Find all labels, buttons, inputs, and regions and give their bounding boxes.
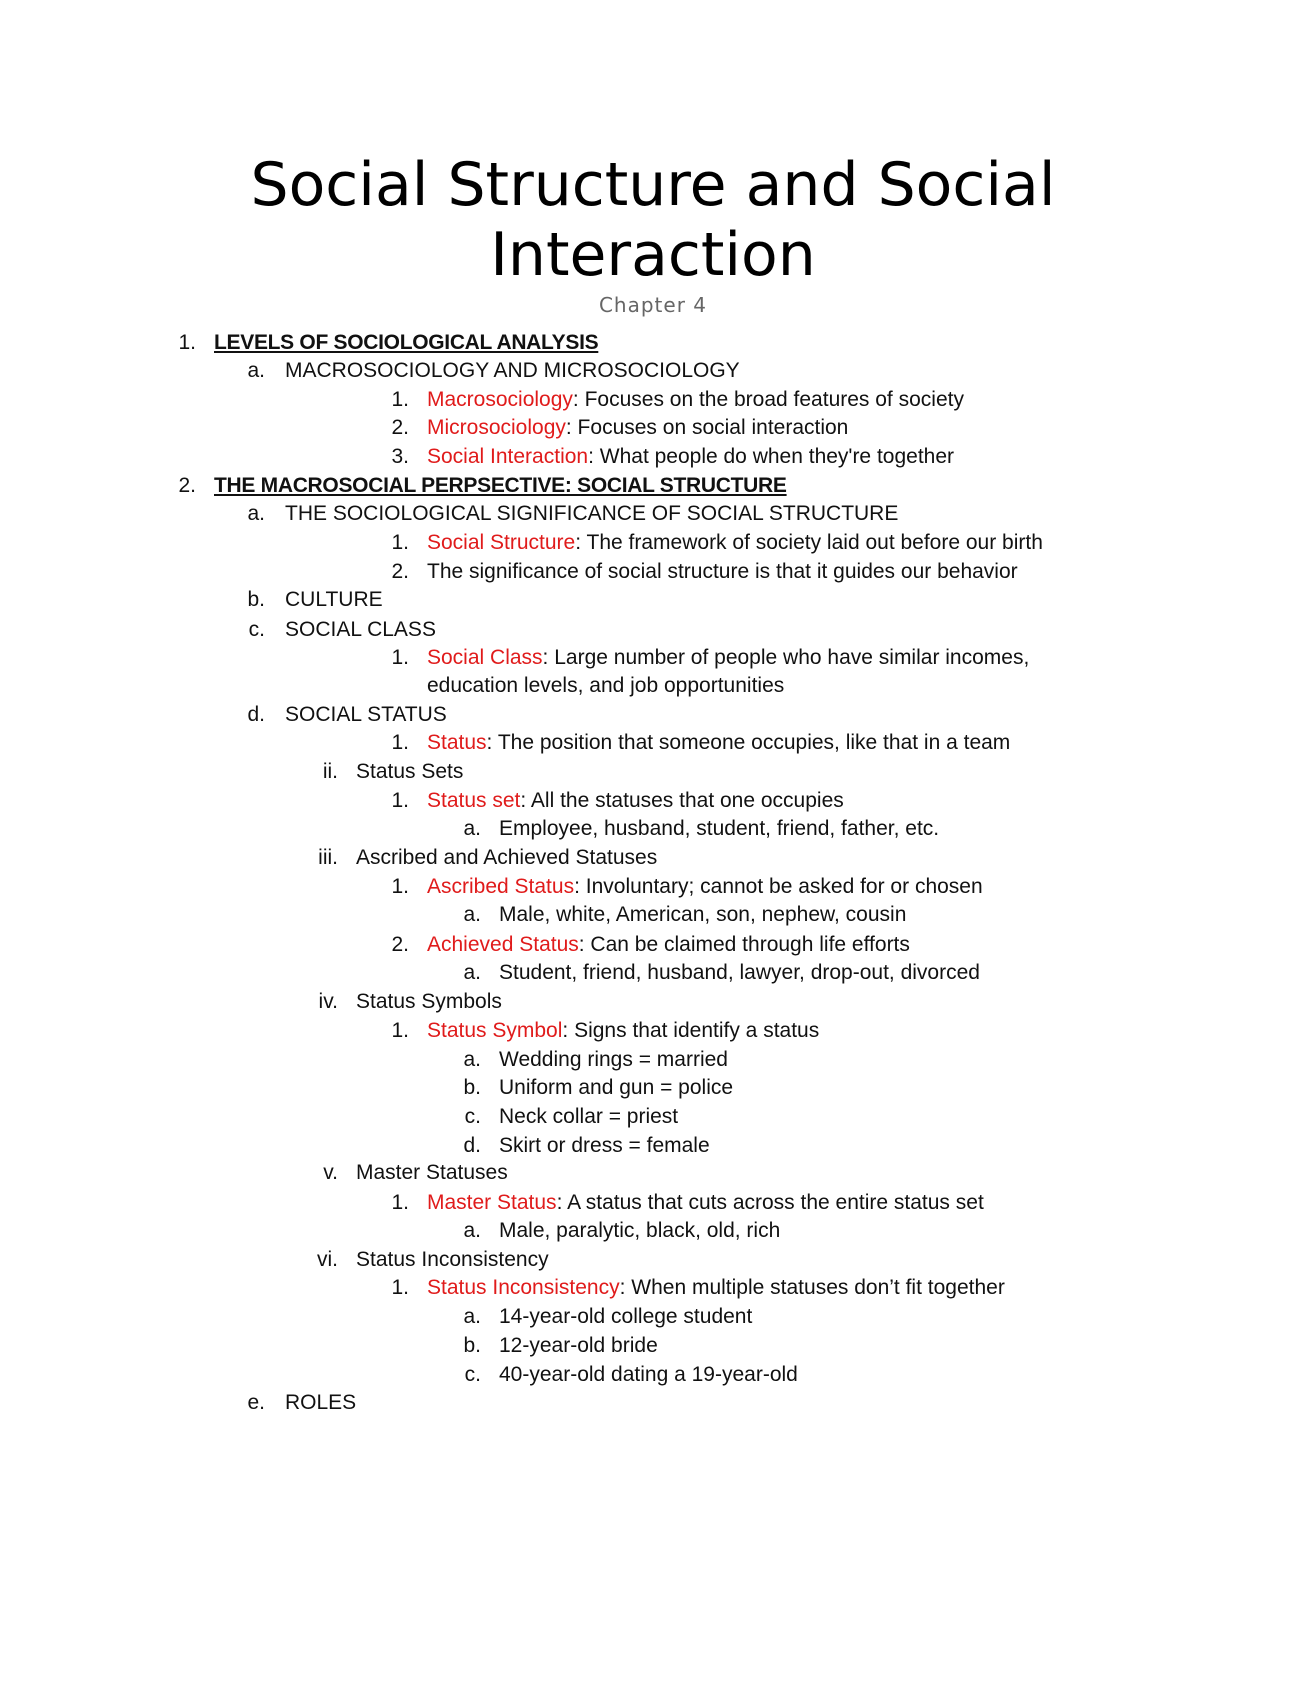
list-marker: 1. xyxy=(391,1191,409,1214)
outline-text xyxy=(214,473,787,499)
key-term: Social Structure xyxy=(427,531,576,554)
outline-text xyxy=(356,845,657,871)
definition-text: : Focuses on the broad features of society xyxy=(572,388,964,411)
outline-text xyxy=(356,1247,549,1273)
outline-text xyxy=(427,673,784,699)
list-marker: b. xyxy=(463,1334,481,1357)
definition-text: : When multiple statuses don’t fit together xyxy=(619,1276,1005,1299)
outline-text xyxy=(499,1047,728,1073)
list-marker: c. xyxy=(248,618,265,641)
definition-text: 40-year-old dating a 19-year-old xyxy=(499,1363,798,1386)
key-term: Status Inconsistency xyxy=(427,1276,620,1299)
list-marker: c. xyxy=(464,1363,481,1386)
key-term: Ascribed Status xyxy=(427,875,575,898)
outline-text xyxy=(356,1160,508,1186)
list-marker: a. xyxy=(463,1305,481,1328)
key-term: Macrosociology xyxy=(427,388,573,411)
list-marker: a. xyxy=(463,961,481,984)
list-marker: 1. xyxy=(391,789,409,812)
definition-text: MACROSOCIOLOGY AND MICROSOCIOLOGY xyxy=(285,359,740,382)
key-term: Status xyxy=(427,731,487,754)
definition-text: SOCIAL STATUS xyxy=(285,703,447,726)
outline-text xyxy=(499,1304,752,1330)
list-marker: a. xyxy=(463,903,481,926)
key-term: Social Class xyxy=(427,646,543,669)
definition-text: 12-year-old bride xyxy=(499,1334,658,1357)
list-marker: a. xyxy=(247,502,265,525)
list-marker: 1. xyxy=(391,875,409,898)
list-marker: d. xyxy=(463,1134,481,1157)
list-marker: d. xyxy=(247,703,265,726)
outline-text xyxy=(285,617,436,643)
list-marker: b. xyxy=(247,588,265,611)
definition-text: Student, friend, husband, lawyer, drop-out, divorced xyxy=(499,961,980,984)
definition-text: LEVELS OF SOCIOLOGICAL ANALYSIS xyxy=(214,331,599,354)
definition-text: Status Sets xyxy=(356,760,464,783)
definition-text: : Focuses on social interaction xyxy=(565,416,849,439)
list-marker: a. xyxy=(463,1219,481,1242)
list-marker: v. xyxy=(323,1161,338,1184)
list-marker: vi. xyxy=(317,1248,338,1271)
list-marker: a. xyxy=(247,359,265,382)
definition-text: ROLES xyxy=(285,1391,357,1414)
definition-text: 14-year-old college student xyxy=(499,1305,753,1328)
key-term: Achieved Status xyxy=(427,933,579,956)
definition-text: Status Symbols xyxy=(356,990,502,1013)
definition-text: Skirt or dress = female xyxy=(499,1134,710,1157)
outline-text xyxy=(427,559,1018,585)
title-line-2: Interaction xyxy=(490,220,816,290)
list-marker: iv. xyxy=(318,990,338,1013)
definition-text: Employee, husband, student, friend, father, etc. xyxy=(499,817,940,840)
list-marker: 1. xyxy=(391,1019,409,1042)
list-marker: 1. xyxy=(391,388,409,411)
outline-text xyxy=(499,1104,678,1130)
outline-text xyxy=(427,730,1010,756)
outline-text xyxy=(499,960,980,986)
list-marker: 2. xyxy=(391,416,409,439)
outline-text xyxy=(214,330,598,356)
definition-text: : All the statuses that one occupies xyxy=(520,789,844,812)
outline-text xyxy=(427,645,1029,671)
list-marker: 1. xyxy=(391,731,409,754)
list-marker: 1. xyxy=(391,531,409,554)
key-term: Master Status xyxy=(427,1191,557,1214)
list-marker: ii. xyxy=(322,760,338,783)
list-marker: iii. xyxy=(318,846,338,869)
definition-text: Male, white, American, son, nephew, cousin xyxy=(499,903,907,926)
outline-text xyxy=(499,816,939,842)
outline-text xyxy=(285,702,447,728)
definition-text: : Large number of people who have similar incomes, xyxy=(542,646,1030,669)
outline-text xyxy=(427,415,848,441)
outline-text xyxy=(285,587,383,613)
outline-text xyxy=(427,1275,1005,1301)
key-term: Social Interaction xyxy=(427,445,589,468)
definition-text: : Involuntary; cannot be asked for or chosen xyxy=(574,875,983,898)
list-marker: 1. xyxy=(178,331,196,354)
outline-text xyxy=(427,387,964,413)
definition-text: Master Statuses xyxy=(356,1161,508,1184)
document-subtitle: Chapter 4 xyxy=(598,293,708,317)
document-title xyxy=(0,150,1306,290)
list-marker: a. xyxy=(463,817,481,840)
definition-text: Neck collar = priest xyxy=(499,1105,679,1128)
list-marker: c. xyxy=(464,1105,481,1128)
key-term: Status Symbol xyxy=(427,1019,563,1042)
outline-text xyxy=(427,788,844,814)
list-marker: 1. xyxy=(391,646,409,669)
definition-text: Male, paralytic, black, old, rich xyxy=(499,1219,781,1242)
outline-text xyxy=(285,1390,356,1416)
outline-text xyxy=(499,1333,658,1359)
list-marker: 2. xyxy=(178,474,196,497)
outline-text xyxy=(427,1018,819,1044)
outline-text xyxy=(356,759,463,785)
list-marker: e. xyxy=(247,1391,265,1414)
title-line-1: Social Structure and Social xyxy=(250,150,1056,220)
definition-text: : A status that cuts across the entire status set xyxy=(556,1191,984,1214)
list-marker: 2. xyxy=(391,933,409,956)
definition-text: : What people do when they're together xyxy=(588,445,955,468)
definition-text: : Signs that identify a status xyxy=(562,1019,820,1042)
outline-text xyxy=(499,902,906,928)
definition-text: Status Inconsistency xyxy=(356,1248,549,1271)
outline-text xyxy=(356,989,502,1015)
definition-text: Ascribed and Achieved Statuses xyxy=(356,846,658,869)
definition-text: Wedding rings = married xyxy=(499,1048,728,1071)
outline-text xyxy=(427,932,910,958)
outline-text xyxy=(285,358,740,384)
outline-text xyxy=(499,1362,798,1388)
definition-text: SOCIAL CLASS xyxy=(285,618,436,641)
key-term: Microsociology xyxy=(427,416,566,439)
definition-text: : Can be claimed through life efforts xyxy=(578,933,910,956)
definition-text: : The framework of society laid out before our birth xyxy=(575,531,1043,554)
outline-text xyxy=(427,444,954,470)
key-term: Status set xyxy=(427,789,521,812)
definition-text: Uniform and gun = police xyxy=(499,1076,734,1099)
definition-text: The significance of social structure is that it guides our behavior xyxy=(427,560,1018,583)
definition-text: CULTURE xyxy=(285,588,383,611)
outline-text xyxy=(499,1133,710,1159)
outline-text xyxy=(499,1075,733,1101)
list-marker: 2. xyxy=(391,560,409,583)
outline-text xyxy=(285,501,898,527)
definition-text: : The position that someone occupies, like that in a team xyxy=(486,731,1011,754)
list-marker: 3. xyxy=(391,445,409,468)
definition-text: THE SOCIOLOGICAL SIGNIFICANCE OF SOCIAL STRUCTURE xyxy=(285,502,899,525)
list-marker: a. xyxy=(463,1048,481,1071)
list-marker: 1. xyxy=(391,1276,409,1299)
outline-text xyxy=(427,530,1043,556)
definition-text: education levels, and job opportunities xyxy=(427,674,785,697)
list-marker: b. xyxy=(463,1076,481,1099)
outline-text xyxy=(427,874,983,900)
outline-text xyxy=(427,1190,984,1216)
outline-text xyxy=(499,1218,780,1244)
definition-text: THE MACROSOCIAL PERPSECTIVE: SOCIAL STRUCTURE xyxy=(214,474,787,497)
